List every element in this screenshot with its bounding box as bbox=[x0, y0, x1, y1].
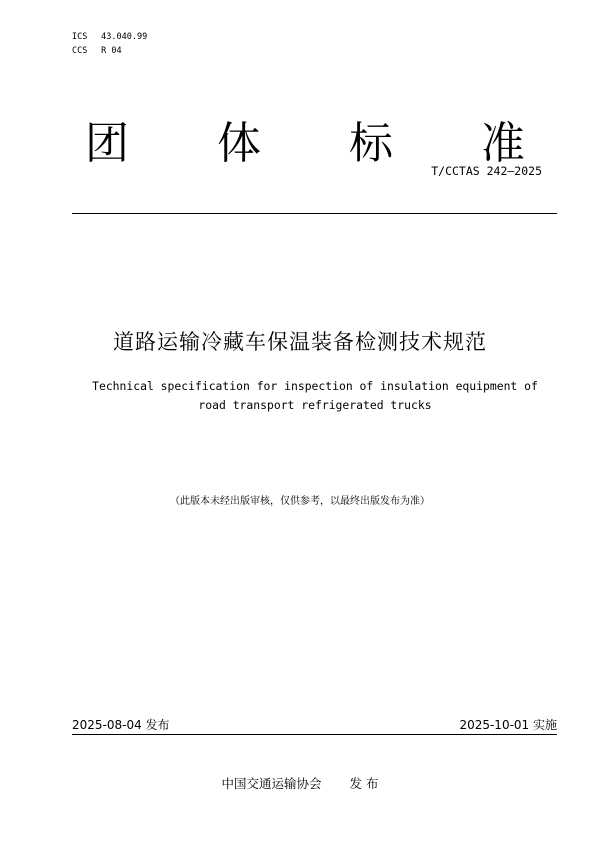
standard-number: T/CCTAS 242—2025 bbox=[431, 164, 542, 178]
standard-type-char: 体 bbox=[217, 118, 261, 169]
ccs-value: R 04 bbox=[101, 46, 122, 56]
standard-type-title bbox=[85, 118, 525, 170]
english-title-line: road transport refrigerated trucks bbox=[198, 398, 432, 412]
issuer-organization: 中国交通运输协会 bbox=[221, 776, 322, 791]
ics-label: ICS bbox=[72, 32, 88, 42]
standard-type-char: 团 bbox=[85, 118, 129, 169]
top-divider bbox=[72, 213, 557, 214]
english-title bbox=[70, 377, 560, 415]
ccs-code bbox=[72, 44, 147, 58]
ccs-label: CCS bbox=[72, 46, 88, 56]
chinese-title: 道路运输冷藏车保温装备检测技术规范 bbox=[113, 330, 487, 354]
classification-codes bbox=[72, 30, 147, 58]
english-title-line: Technical specification for inspection of insulation equipment of bbox=[92, 379, 538, 393]
implement-date: 2025-10-01 实施 bbox=[459, 718, 557, 732]
draft-note: （此版本未经出版审核，仅供参考，以最终出版发布为准） bbox=[170, 496, 430, 507]
standard-type-char: 准 bbox=[481, 118, 525, 169]
publish-date: 2025-08-04 发布 bbox=[72, 718, 170, 732]
issuer-action: 发 布 bbox=[349, 776, 379, 791]
ics-code bbox=[72, 30, 147, 44]
bottom-divider bbox=[72, 734, 557, 735]
issuer-line bbox=[0, 774, 600, 792]
standard-type-char: 标 bbox=[349, 118, 393, 169]
ics-value: 43.040.99 bbox=[101, 32, 148, 42]
